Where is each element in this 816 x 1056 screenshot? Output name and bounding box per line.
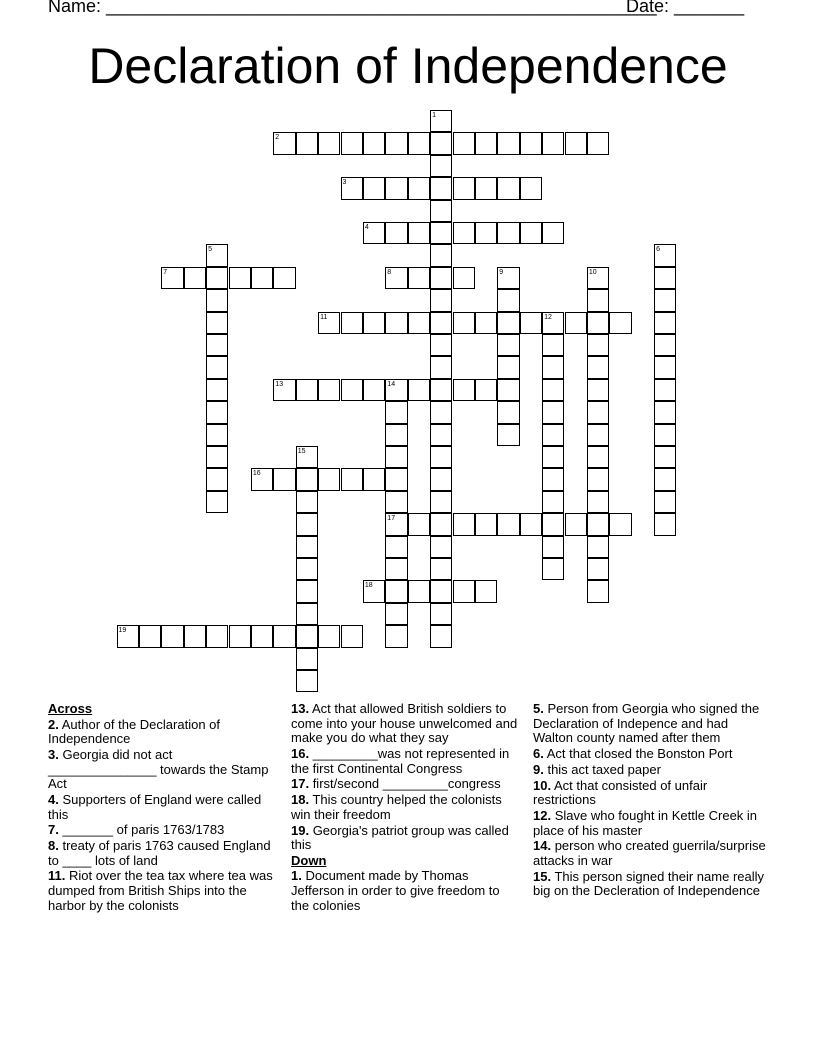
grid-cell[interactable]	[497, 312, 519, 334]
clue-number: 2	[275, 134, 280, 142]
clue-number: 12	[544, 313, 552, 321]
grid-cell[interactable]	[184, 267, 206, 289]
clue-number: 9	[499, 268, 504, 276]
grid-cell[interactable]	[430, 379, 452, 401]
grid-cell[interactable]	[385, 468, 407, 490]
grid-cell[interactable]	[453, 132, 475, 154]
grid-cell[interactable]	[453, 222, 475, 244]
grid-cell[interactable]	[542, 424, 564, 446]
grid-cell[interactable]	[385, 132, 407, 154]
grid-cell[interactable]	[430, 558, 452, 580]
grid-cell[interactable]	[430, 446, 452, 468]
clue-number-label: 7.	[48, 822, 59, 838]
clue-number: 14	[387, 380, 396, 388]
grid-cell[interactable]	[206, 289, 228, 311]
grid-cell[interactable]	[587, 491, 609, 513]
grid-cell[interactable]	[654, 334, 676, 356]
grid-cell[interactable]	[408, 312, 430, 334]
grid-cell[interactable]	[363, 468, 385, 490]
grid-cell[interactable]	[363, 379, 385, 401]
grid-cell[interactable]	[296, 491, 318, 513]
clue-item	[48, 839, 280, 868]
page-title: Declaration of Independence	[88, 38, 728, 94]
grid-cell[interactable]	[206, 424, 228, 446]
clues-column-2	[291, 702, 521, 914]
grid-cell[interactable]	[453, 379, 475, 401]
grid-cell[interactable]	[430, 468, 452, 490]
grid-cell[interactable]	[318, 625, 340, 647]
grid-cell[interactable]	[206, 356, 228, 378]
grid-cell[interactable]	[520, 222, 542, 244]
clues-column-1	[48, 702, 280, 914]
grid-cell[interactable]	[408, 132, 430, 154]
grid-cell[interactable]	[206, 491, 228, 513]
clue-item	[291, 869, 521, 913]
grid-cell[interactable]	[542, 513, 564, 535]
clue-item	[48, 718, 280, 747]
grid-cell[interactable]	[587, 536, 609, 558]
clue-text: this act taxed paper	[543, 761, 661, 777]
grid-cell[interactable]	[430, 580, 452, 602]
grid-cell[interactable]	[206, 379, 228, 401]
clue-number-label: 5.	[533, 701, 544, 716]
grid-cell[interactable]	[475, 132, 497, 154]
grid-cell[interactable]	[609, 312, 631, 334]
grid-cell[interactable]	[184, 625, 206, 647]
grid-cell[interactable]	[430, 536, 452, 558]
clue-number: 17	[387, 515, 396, 523]
grid-cell[interactable]	[251, 267, 273, 289]
grid-cell[interactable]	[296, 536, 318, 558]
grid-cell[interactable]	[430, 155, 452, 177]
grid-cell[interactable]	[206, 312, 228, 334]
clue-text: _______ of paris 1763/1783	[58, 822, 225, 838]
grid-cell[interactable]	[385, 446, 407, 468]
grid-cell[interactable]	[654, 379, 676, 401]
clues-column-3	[533, 702, 767, 900]
grid-cell[interactable]	[542, 334, 564, 356]
grid-cell[interactable]	[430, 244, 452, 266]
grid-cell[interactable]	[497, 334, 519, 356]
clue-number-label: 1.	[291, 868, 302, 884]
grid-cell[interactable]	[654, 468, 676, 490]
clue-number-label: 13.	[291, 701, 310, 716]
grid-cell[interactable]	[408, 513, 430, 535]
grid-cell[interactable]	[296, 670, 318, 692]
grid-cell[interactable]	[430, 424, 452, 446]
grid-cell[interactable]	[565, 312, 587, 334]
name-field[interactable]: Name: _______________________________________________________	[48, 0, 657, 16]
grid-cell[interactable]	[385, 222, 407, 244]
clue-text: Supporters of England were called this	[48, 791, 262, 822]
clue-number-label: 11.	[48, 868, 66, 884]
grid-cell[interactable]	[654, 446, 676, 468]
clue-number: 7	[163, 268, 168, 276]
grid-cell[interactable]	[654, 356, 676, 378]
grid-cell[interactable]	[497, 177, 519, 199]
clue-number: 11	[320, 313, 328, 321]
grid-cell[interactable]	[296, 580, 318, 602]
grid-cell[interactable]	[341, 379, 363, 401]
clue-number-label: 10.	[533, 777, 552, 793]
grid-cell[interactable]	[542, 558, 564, 580]
grid-cell[interactable]	[139, 625, 161, 647]
grid-cell[interactable]	[408, 379, 430, 401]
grid-cell[interactable]	[654, 424, 676, 446]
grid-cell[interactable]	[542, 491, 564, 513]
grid-cell[interactable]	[542, 468, 564, 490]
grid-cell[interactable]	[520, 312, 542, 334]
grid-cell[interactable]	[587, 312, 609, 334]
clue-text: Georgia's patriot group was called this	[291, 822, 509, 853]
grid-cell[interactable]	[542, 536, 564, 558]
grid-cell[interactable]	[430, 356, 452, 378]
grid-cell[interactable]	[497, 401, 519, 423]
grid-cell[interactable]	[385, 401, 407, 423]
clue-item	[291, 777, 521, 792]
grid-cell[interactable]	[587, 513, 609, 535]
grid-cell[interactable]	[430, 267, 452, 289]
clue-item	[533, 747, 767, 762]
grid-cell[interactable]	[654, 267, 676, 289]
clue-number: 1	[432, 112, 436, 119]
clue-text: Person from Georgia who signed the Declaration of Indepence and had Walton county named after them	[533, 701, 760, 746]
clue-number: 4	[364, 224, 369, 231]
grid-cell[interactable]	[385, 177, 407, 199]
clue-text: This country helped the colonists win their freedom	[291, 792, 502, 822]
down-title: Down	[291, 852, 327, 868]
grid-cell[interactable]	[587, 379, 609, 401]
grid-cell[interactable]	[273, 468, 295, 490]
clue-item	[533, 839, 767, 868]
clue-text: This person signed their name really big on the Decleration of Independence	[533, 868, 765, 899]
clue-number: 13	[275, 380, 284, 388]
clue-item	[533, 702, 767, 746]
grid-cell[interactable]	[587, 558, 609, 580]
grid-cell[interactable]	[587, 446, 609, 468]
grid-cell[interactable]	[296, 648, 318, 670]
grid-cell[interactable]	[587, 356, 609, 378]
clue-number-label: 15.	[533, 868, 552, 884]
grid-cell[interactable]	[497, 513, 519, 535]
clue-item	[291, 747, 521, 776]
date-field[interactable]: Date: _______	[626, 0, 745, 16]
clue-text: Riot over the tea tax where tea was dumped from British Ships into the harbor by the colonists	[48, 868, 273, 913]
grid-cell[interactable]	[497, 356, 519, 378]
grid-cell[interactable]	[229, 267, 251, 289]
grid-cell[interactable]	[453, 513, 475, 535]
grid-cell[interactable]	[520, 513, 542, 535]
grid-cell[interactable]	[430, 334, 452, 356]
grid-cell[interactable]	[453, 267, 475, 289]
grid-cell[interactable]	[385, 424, 407, 446]
clue-number-label: 18.	[291, 792, 310, 808]
clue-number-label: 9.	[533, 761, 544, 777]
grid-cell[interactable]	[385, 491, 407, 513]
grid-cell[interactable]	[273, 625, 295, 647]
across-title: Across	[48, 701, 93, 716]
grid-cell[interactable]	[609, 513, 631, 535]
grid-cell[interactable]	[542, 379, 564, 401]
grid-cell[interactable]	[296, 379, 318, 401]
grid-cell[interactable]	[453, 312, 475, 334]
grid-cell[interactable]	[542, 446, 564, 468]
grid-cell[interactable]	[497, 222, 519, 244]
grid-cell[interactable]	[497, 379, 519, 401]
grid-cell[interactable]	[475, 513, 497, 535]
clue-number: 8	[387, 268, 392, 276]
clue-number: 15	[297, 448, 306, 455]
grid-cell[interactable]	[363, 177, 385, 199]
grid-cell[interactable]	[296, 513, 318, 535]
grid-cell[interactable]	[341, 625, 363, 647]
grid-cell[interactable]	[161, 625, 183, 647]
clue-number-label: 3.	[48, 746, 59, 762]
clue-text: Georgia did not act _______________ towards the Stamp Act	[48, 746, 269, 792]
grid-cell[interactable]	[475, 580, 497, 602]
grid-cell[interactable]	[408, 177, 430, 199]
grid-cell[interactable]	[251, 625, 273, 647]
grid-cell[interactable]	[363, 312, 385, 334]
grid-cell[interactable]	[497, 424, 519, 446]
grid-cell[interactable]	[206, 334, 228, 356]
grid-cell[interactable]	[542, 356, 564, 378]
clue-text: Author of the Declaration of Independence	[48, 716, 220, 747]
clue-item	[533, 779, 767, 808]
clue-number-label: 2.	[48, 716, 59, 732]
grid-cell[interactable]	[565, 132, 587, 154]
grid-cell[interactable]	[654, 312, 676, 334]
clue-item	[533, 809, 767, 838]
grid-cell[interactable]	[520, 177, 542, 199]
clue-number: 18	[364, 582, 373, 590]
grid-cell[interactable]	[385, 603, 407, 625]
grid-cell[interactable]	[497, 289, 519, 311]
grid-cell[interactable]	[542, 222, 564, 244]
grid-cell[interactable]	[587, 334, 609, 356]
clue-text: person who created guerrila/surprise attacks in war	[533, 838, 766, 868]
clue-number-label: 12.	[533, 807, 552, 823]
clue-item	[533, 763, 767, 778]
grid-cell[interactable]	[273, 267, 295, 289]
clue-text: _________was not represented in the first Continental Congress	[291, 745, 510, 776]
clue-text: Act that closed the Bonston Port	[543, 745, 733, 761]
grid-cell[interactable]	[453, 177, 475, 199]
grid-cell[interactable]	[385, 312, 407, 334]
grid-cell[interactable]	[206, 468, 228, 490]
grid-cell[interactable]	[654, 491, 676, 513]
grid-cell[interactable]	[430, 625, 452, 647]
grid-cell[interactable]	[296, 603, 318, 625]
grid-cell[interactable]	[587, 132, 609, 154]
grid-cell[interactable]	[296, 132, 318, 154]
grid-cell[interactable]	[296, 468, 318, 490]
grid-cell[interactable]	[385, 625, 407, 647]
clue-item	[48, 748, 280, 792]
grid-cell[interactable]	[318, 379, 340, 401]
clue-text: Document made by Thomas Jefferson in order to give freedom to the colonies	[291, 868, 500, 913]
grid-cell[interactable]	[206, 446, 228, 468]
grid-cell[interactable]	[385, 558, 407, 580]
clue-text: Act that consisted of unfair restrictions	[533, 777, 708, 808]
clue-text: treaty of paris 1763 caused England to ____ lots of land	[48, 838, 271, 868]
grid-cell[interactable]	[475, 177, 497, 199]
grid-cell[interactable]	[654, 289, 676, 311]
clue-item	[48, 869, 280, 913]
clue-number-label: 16.	[291, 745, 310, 761]
clue-number: 16	[252, 470, 261, 478]
clue-number: 19	[118, 627, 127, 635]
clue-item	[291, 793, 521, 822]
grid-cell[interactable]	[206, 401, 228, 423]
grid-cell[interactable]	[475, 312, 497, 334]
clue-text: first/second _________congress	[309, 776, 501, 792]
clue-item	[291, 702, 521, 746]
grid-cell[interactable]	[408, 222, 430, 244]
grid-cell[interactable]	[385, 580, 407, 602]
grid-cell[interactable]	[475, 379, 497, 401]
clue-number-label: 19.	[291, 822, 310, 838]
clue-number-label: 4.	[48, 791, 59, 807]
grid-cell[interactable]	[542, 401, 564, 423]
grid-cell[interactable]	[341, 132, 363, 154]
clue-number-label: 14.	[533, 838, 552, 854]
grid-cell[interactable]	[341, 468, 363, 490]
grid-cell[interactable]	[296, 625, 318, 647]
grid-cell[interactable]	[587, 468, 609, 490]
grid-cell[interactable]	[587, 401, 609, 423]
grid-cell[interactable]	[363, 132, 385, 154]
grid-cell[interactable]	[542, 132, 564, 154]
grid-cell[interactable]	[341, 312, 363, 334]
grid-cell[interactable]	[654, 513, 676, 535]
grid-cell[interactable]	[430, 603, 452, 625]
clue-number: 3	[342, 179, 347, 187]
grid-cell[interactable]	[453, 580, 475, 602]
clue-item	[48, 823, 280, 838]
grid-cell[interactable]	[430, 491, 452, 513]
clue-item	[533, 870, 767, 899]
clue-text: Act that allowed British soldiers to come into your house unwelcomed and make you do what they say	[291, 701, 518, 746]
grid-cell[interactable]	[408, 267, 430, 289]
grid-cell[interactable]	[229, 625, 251, 647]
clue-number: 6	[656, 246, 660, 254]
grid-cell[interactable]	[587, 424, 609, 446]
grid-cell[interactable]	[385, 536, 407, 558]
grid-cell[interactable]	[430, 222, 452, 244]
grid-cell[interactable]	[430, 289, 452, 311]
grid-cell[interactable]	[430, 513, 452, 535]
grid-cell[interactable]	[430, 312, 452, 334]
grid-cell[interactable]	[654, 401, 676, 423]
grid-cell[interactable]	[408, 580, 430, 602]
clue-item	[291, 824, 521, 853]
grid-cell[interactable]	[520, 132, 542, 154]
grid-cell[interactable]	[430, 132, 452, 154]
clue-number-label: 8.	[48, 838, 59, 854]
clue-number-label: 17.	[291, 776, 310, 792]
clue-number-label: 6.	[533, 745, 544, 761]
grid-cell[interactable]	[565, 513, 587, 535]
grid-cell[interactable]	[318, 468, 340, 490]
grid-cell[interactable]	[206, 267, 228, 289]
clue-number: 5	[208, 246, 212, 254]
grid-cell[interactable]	[206, 625, 228, 647]
clue-item	[48, 793, 280, 822]
grid-cell[interactable]	[430, 177, 452, 199]
grid-cell[interactable]	[430, 401, 452, 423]
grid-cell[interactable]	[318, 132, 340, 154]
grid-cell[interactable]	[296, 558, 318, 580]
grid-cell[interactable]	[497, 132, 519, 154]
grid-cell[interactable]	[587, 289, 609, 311]
grid-cell[interactable]	[430, 200, 452, 222]
clue-text: Slave who fought in Kettle Creek in place of his master	[533, 807, 758, 838]
clue-number: 10	[588, 268, 597, 276]
grid-cell[interactable]	[587, 580, 609, 602]
grid-cell[interactable]	[475, 222, 497, 244]
